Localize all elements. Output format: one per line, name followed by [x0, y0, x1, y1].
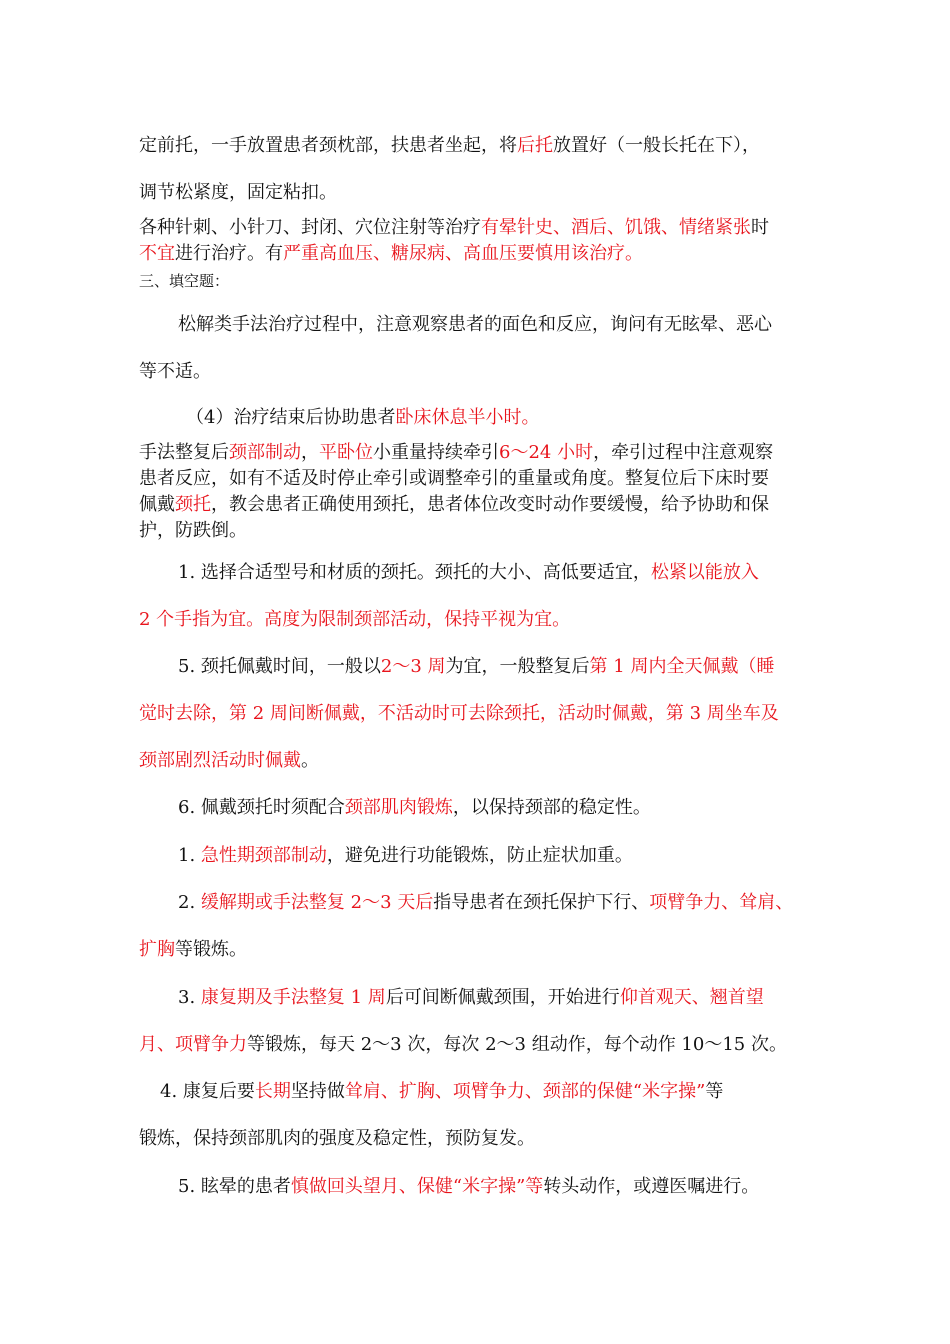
text-line: [178, 986, 764, 1010]
body-text: 为宜，一般整复后: [445, 656, 590, 677]
highlighted-text: 颈部剧烈活动时佩戴: [139, 750, 301, 771]
text-line: [139, 749, 319, 773]
body-text: 锻炼，保持颈部肌肉的强度及稳定性，预防复发。: [139, 1128, 535, 1149]
text-line: [139, 242, 643, 266]
body-text: ，牵引过程中注意观察: [593, 442, 774, 463]
text-line: [139, 216, 769, 240]
highlighted-text: 扩胸: [139, 939, 175, 960]
highlighted-text: 耸肩、扩胸、项臂争力、颈部的保健“米字操”: [344, 1081, 706, 1102]
highlighted-text: 卧床休息半小时。: [395, 407, 540, 428]
highlighted-text: 颈托: [175, 494, 211, 515]
highlighted-text: 急性期颈部制动: [200, 845, 327, 866]
body-text: 三、填空题：: [139, 272, 230, 290]
highlighted-text: 严重高血压、糖尿病、高血压要慎用该治疗。: [283, 243, 643, 264]
text-line: [178, 1175, 759, 1199]
body-text: 6. 佩戴颈托时须配合: [178, 797, 345, 818]
text-line: [139, 1127, 535, 1151]
text-line: [139, 938, 247, 962]
body-text: 。: [301, 750, 319, 771]
highlighted-text: 平卧位: [319, 442, 373, 463]
highlighted-text: 仰首观天、翘首望: [619, 987, 764, 1008]
body-text: 定前托，一手放置患者颈枕部，扶患者坐起，将: [139, 135, 517, 156]
text-line: [178, 891, 793, 915]
text-line: [139, 181, 337, 205]
body-text: 等不适。: [139, 361, 211, 382]
body-text: 5. 颈托佩戴时间，一般以: [178, 656, 381, 677]
text-line: [139, 134, 760, 158]
text-line: [178, 844, 633, 868]
text-line: [139, 360, 211, 384]
text-line: [139, 441, 773, 465]
body-text: 2.: [178, 892, 201, 913]
body-text: 佩戴: [139, 494, 175, 515]
highlighted-text: 康复期及手法整复 1 周: [200, 987, 386, 1008]
body-text: 等锻炼。: [175, 939, 247, 960]
highlighted-text: 第 1 周内全天佩戴（睡: [589, 656, 775, 677]
text-line: [139, 269, 229, 293]
body-text: 放置好（一般长托在下），: [553, 135, 760, 156]
text-line: [139, 519, 247, 543]
text-line: [186, 406, 539, 430]
body-text: （4）治疗结束后协助患者: [186, 407, 396, 428]
highlighted-text: 有晕针史、酒后、饥饿、情绪紧张: [481, 217, 751, 238]
body-text: 进行治疗。有: [175, 243, 283, 264]
body-text: 1. 选择合适型号和材质的颈托。颈托的大小、高低要适宜，: [178, 562, 651, 583]
text-line: [178, 313, 772, 337]
highlighted-text: 慎做回头望月、保健“米字操”等: [290, 1176, 544, 1197]
body-text: 后可间断佩戴颈围，开始进行: [385, 987, 620, 1008]
body-text: 转头动作，或遵医嘱进行。: [543, 1176, 760, 1197]
body-text: ，以保持颈部的稳定性。: [452, 797, 651, 818]
body-text: 等锻炼，每天 2～3 次，每次 2～3 组动作，每个动作 10～15 次。: [247, 1034, 787, 1055]
body-text: 时: [751, 217, 769, 238]
body-text: 等: [705, 1081, 724, 1102]
highlighted-text: 觉时去除，第 2 周间断佩戴，不活动时可去除颈托，活动时佩戴，第 3 周坐车及: [139, 703, 779, 724]
body-text: ，避免进行功能锻炼，防止症状加重。: [326, 845, 633, 866]
body-text: ，教会患者正确使用颈托，患者体位改变时动作要缓慢，给予协助和保: [211, 494, 769, 515]
highlighted-text: 缓解期或手法整复 2～3 天后: [200, 892, 434, 913]
body-text: 手法整复后: [139, 442, 229, 463]
body-text: 调节松紧度，固定粘扣。: [139, 182, 337, 203]
text-line: [139, 608, 570, 632]
highlighted-text: 长期: [254, 1081, 291, 1102]
text-line: [139, 702, 779, 726]
text-line: [178, 561, 759, 585]
body-text: 松解类手法治疗过程中，注意观察患者的面色和反应，询问有无眩晕、恶心: [178, 314, 772, 335]
highlighted-text: 后托: [517, 135, 553, 156]
body-text: 4. 康复后要: [160, 1081, 255, 1102]
text-line: [139, 467, 769, 491]
body-text: 护，防跌倒。: [139, 520, 247, 541]
body-text: 1.: [178, 845, 201, 866]
highlighted-text: 颈部制动: [229, 442, 301, 463]
body-text: 5. 眩晕的患者: [178, 1176, 291, 1197]
text-line: [160, 1080, 723, 1104]
body-text: 3.: [178, 987, 201, 1008]
body-text: ，: [301, 442, 319, 463]
text-line: [178, 796, 651, 820]
highlighted-text: 2～3 周: [380, 656, 446, 677]
body-text: 患者反应，如有不适及时停止牵引或调整牵引的重量或角度。整复位后下床时要: [139, 468, 769, 489]
body-text: 指导患者在颈托保护下行、: [433, 892, 650, 913]
body-text: 小重量持续牵引: [373, 442, 499, 463]
highlighted-text: 不宜: [139, 243, 175, 264]
text-line: [139, 493, 769, 517]
highlighted-text: 颈部肌肉锻炼: [344, 797, 453, 818]
highlighted-text: 松紧以能放入: [650, 562, 759, 583]
highlighted-text: 月、项臂争力: [139, 1034, 247, 1055]
highlighted-text: 2 个手指为宜。高度为限制颈部活动，保持平视为宜。: [139, 609, 571, 630]
text-line: [139, 1033, 787, 1057]
highlighted-text: 6～24 小时: [499, 442, 594, 463]
highlighted-text: 项臂争力、耸肩、: [649, 892, 794, 913]
body-text: 各种针刺、小针刀、封闭、穴位注射等治疗: [139, 217, 481, 238]
text-line: [178, 655, 774, 679]
body-text: 坚持做: [290, 1081, 345, 1102]
